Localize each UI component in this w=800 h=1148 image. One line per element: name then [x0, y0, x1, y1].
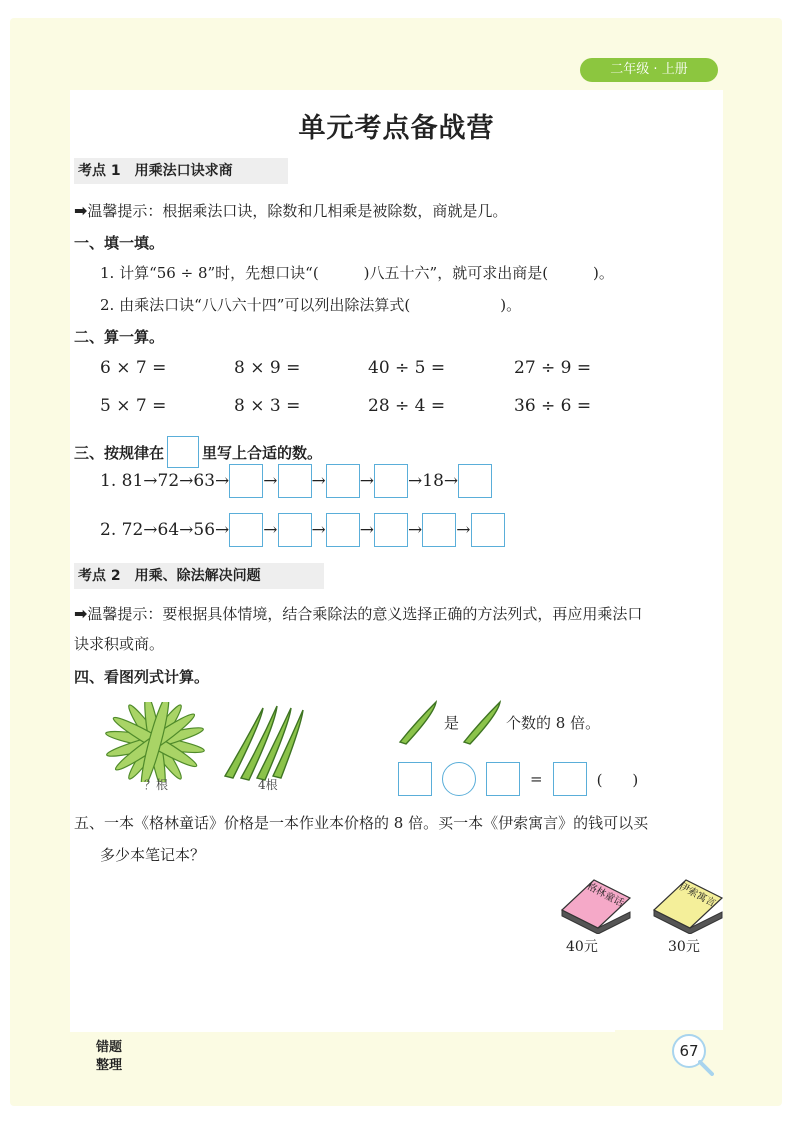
- answer-box[interactable]: [278, 464, 312, 498]
- arrow: →: [263, 471, 278, 491]
- q3-title-post: 里写上合适的数。: [202, 443, 323, 462]
- q1-title: 一、填一填。: [74, 234, 165, 252]
- equation-row: [398, 762, 638, 796]
- q2-title: 二、算一算。: [74, 328, 165, 346]
- calc-item: 28 ÷ 4 =: [368, 396, 446, 416]
- caption-question: ？根: [144, 778, 169, 792]
- arrow: →: [311, 471, 326, 491]
- book-title-2: 伊索寓言: [676, 881, 718, 910]
- magnifier-handle-icon: [698, 1060, 714, 1076]
- tip-2-line-2: 诀求积或商。: [74, 635, 165, 653]
- calc-item: 27 ÷ 9 =: [514, 358, 592, 378]
- price-2: 30元: [668, 939, 700, 955]
- page-number: 67: [672, 1034, 706, 1068]
- error-notes-area: [70, 1030, 615, 1100]
- q5-line-2: 多少本笔记本？: [100, 846, 206, 864]
- caption-four: 4根: [258, 778, 278, 792]
- calc-item: 8 × 9 =: [234, 358, 301, 378]
- price-1: 40元: [566, 939, 598, 955]
- footer-label-1: 错题: [96, 1040, 123, 1055]
- answer-box[interactable]: [326, 513, 360, 547]
- tip-2-text: 温馨提示：要根据具体情境，结合乘除法的意义选择正确的方法列式，再应用乘法口: [87, 605, 643, 623]
- section-2-heading: 考点 2 用乘、除法解决问题: [74, 563, 324, 589]
- unit-blank: ( ): [596, 770, 639, 789]
- sequence-1: [100, 464, 492, 498]
- grade-badge: 二年级 · 上册: [580, 58, 718, 82]
- arrow: →: [311, 520, 326, 540]
- worksheet: [70, 90, 723, 1030]
- arrow: →: [359, 471, 375, 491]
- arrow-right-icon: ➡: [74, 201, 88, 220]
- q1-item-2: 2. 由乘法口诀“八八六十四”可以列出除法算式( )。: [100, 296, 522, 314]
- footer-label-2: 整理: [96, 1058, 123, 1073]
- answer-box[interactable]: [374, 513, 408, 547]
- q4-title: 四、看图列式计算。: [74, 668, 210, 686]
- answer-box[interactable]: [229, 513, 263, 547]
- answer-box[interactable]: [422, 513, 456, 547]
- calc-item: 6 × 7 =: [100, 358, 167, 378]
- calc-item: 40 ÷ 5 =: [368, 358, 446, 378]
- answer-box[interactable]: [229, 464, 263, 498]
- page-title: 单元考点备战营: [298, 113, 495, 144]
- shi-text: 是: [444, 714, 460, 732]
- answer-box[interactable]: [278, 513, 312, 547]
- seq1-mid: →18→: [408, 471, 459, 491]
- four-beans-image: [215, 702, 311, 782]
- book-title-1: 格林童话: [584, 881, 626, 910]
- arrow-right-icon: ➡: [74, 604, 88, 623]
- bean-icon: [460, 698, 506, 746]
- seq2-prefix: 2. 72→64→56→: [100, 520, 230, 540]
- tip-2: [74, 603, 642, 624]
- operator-circle[interactable]: [442, 762, 476, 796]
- answer-box[interactable]: [398, 762, 432, 796]
- seq1-prefix: 1. 81→72→63→: [100, 471, 230, 491]
- times-text: 个数的 8 倍。: [506, 714, 601, 732]
- arrow: →: [456, 520, 471, 540]
- q1-item-1: 1. 计算“56 ÷ 8”时，先想口诀“( )八五十六”，就可求出商是( )。: [100, 264, 614, 282]
- answer-box[interactable]: [553, 762, 587, 796]
- section-1-heading: 考点 1 用乘法口诀求商: [74, 158, 288, 184]
- answer-box[interactable]: [458, 464, 492, 498]
- arrow: →: [408, 520, 423, 540]
- sequence-2: [100, 513, 505, 547]
- tip-1: [74, 200, 507, 221]
- answer-box[interactable]: [326, 464, 360, 498]
- answer-box[interactable]: [374, 464, 408, 498]
- q3-title-pre: 三、按规律在: [74, 443, 165, 462]
- calc-item: 5 × 7 =: [100, 396, 167, 416]
- arrow: →: [263, 520, 278, 540]
- tip-1-text: 温馨提示：根据乘法口诀，除数和几相乘是被除数，商就是几。: [87, 202, 508, 220]
- calc-item: 36 ÷ 6 =: [514, 396, 592, 416]
- equals-sign: =: [530, 770, 543, 788]
- arrow: →: [359, 520, 375, 540]
- answer-box[interactable]: [486, 762, 520, 796]
- bean-pile-image: [100, 702, 210, 782]
- calc-item: 8 × 3 =: [234, 396, 301, 416]
- q5-line-1: 五、一本《格林童话》价格是一本作业本价格的 8 倍。买一本《伊索寓言》的钱可以买: [74, 814, 649, 832]
- bean-icon: [396, 698, 442, 746]
- answer-box[interactable]: [471, 513, 505, 547]
